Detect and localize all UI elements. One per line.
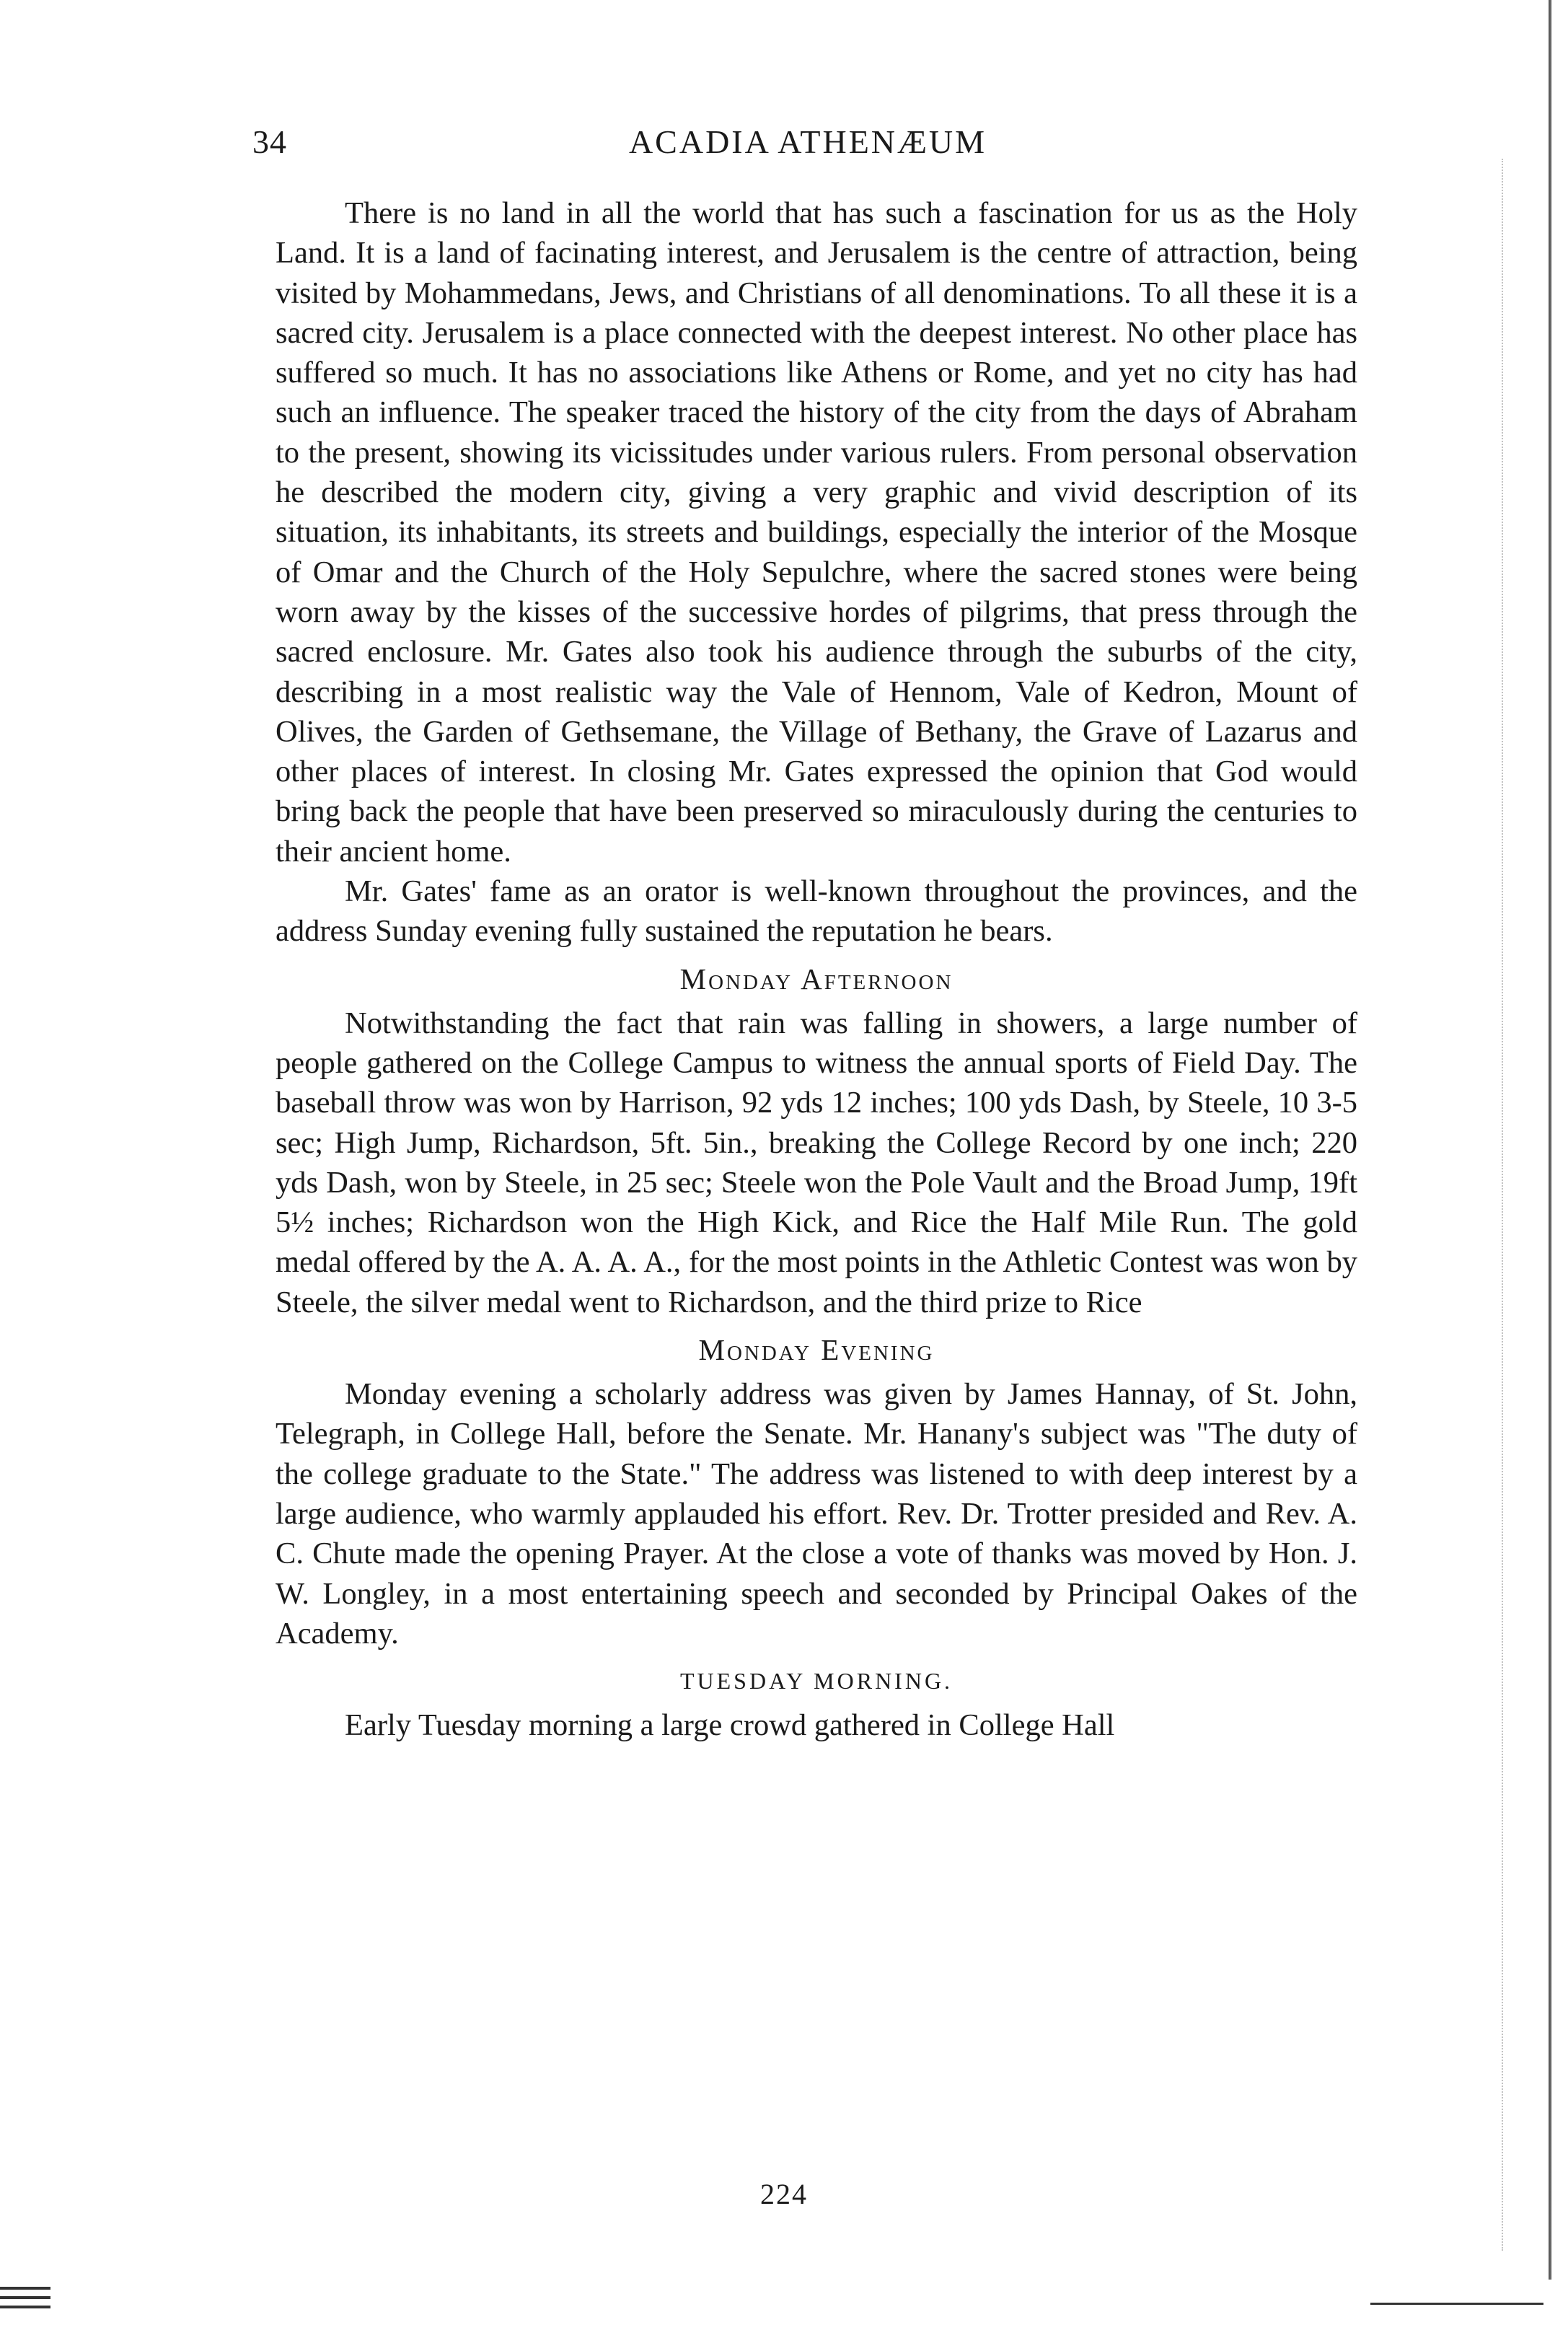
page-edge-shadow — [1548, 0, 1552, 2280]
section-heading-tuesday-morning: TUESDAY MORNING. — [679, 1668, 953, 1695]
scan-bottom-line — [1370, 2303, 1543, 2305]
paragraph-jerusalem: There is no land in all the world that has such a fascination for us as the Holy Land. It is a land of facinating interest, and Jerusalem is the centre of attraction, being visited by Mohammedans, Jews, and Christians of all denominations. To all these it is a sacred city. Jerusalem is a place connected with the deepest interest. No other place has suffered so much. It has no associations like Athens or Rome, and yet no city has had such an influence. The speaker traced the history of the city from the days of Abraham to the present, showing its vicissitudes under various rulers. From personal observation he described the modern city, giving a very graphic and vivid description of its situation, its inhabitants, its streets and buildings, especially the interior of the Mosque of Omar and the Church of the Holy Sepulchre, where the sacred stones were being worn away by the kisses of the successive hordes of pilgrims, that press through the sacred enclosure. Mr. Gates also took his audience through the suburbs of the city, describing in a most realistic way the Vale of Hennom, Vale of Kedron, Mount of Olives, the Garden of Gethsemane, the Village of Bethany, the Grave of Lazarus and other places of interest. In closing Mr. Gates expressed the opinion that God would bring back the people that have been preserved so miraculously during the centuries to their ancient home. — [276, 196, 1357, 869]
section-heading-monday-afternoon: Monday Afternoon — [679, 962, 953, 996]
paragraph-hannay-address: Monday evening a scholarly address was given by James Hannay, of St. John, Telegraph, in College Hall, before the Senate. Mr. Hanany's subject was "The duty of the college graduate to the State." The address was listened to with deep interest by a large audience, who warmly applauded his effort. Rev. Dr. Trotter presided and Rev. A. C. Chute made the opening Prayer. At the close a vote of thanks was moved by Hon. J. W. Longley, in a most entertaining speech and seconded by Principal Oakes of the Academy. — [276, 1377, 1357, 1651]
page-number: 34 — [252, 123, 287, 160]
paragraph-tuesday: Early Tuesday morning a large crowd gathered in College Hall — [345, 1708, 1115, 1743]
section-heading-monday-evening: Monday Evening — [698, 1333, 935, 1367]
article-body — [276, 193, 1357, 1745]
page-header — [252, 123, 1363, 173]
footer-page-number: 224 — [760, 2178, 808, 2210]
page-edge-dots — [1500, 159, 1503, 2251]
paragraph-gates-fame: Mr. Gates' fame as an orator is well-known throughout the provinces, and the address Sunday evening fully sustained the reputation he bears. — [276, 874, 1357, 949]
paragraph-field-day: Notwithstanding the fact that rain was falling in showers, a large number of people gathered on the College Campus to witness the annual sports of Field Day. The baseball throw was won by Harrison, 92 yds 12 inches; 100 yds Dash, by Steele, 10 3-5 sec; High Jump, Richardson, 5ft. 5in., breaking the College Record by one inch; 220 yds Dash, won by Steele, in 25 sec; Steele won the Pole Vault and the Broad Jump, 19ft 5½ inches; Richardson won the High Kick, and Rice the Half Mile Run. The gold medal offered by the A. A. A. A., for the most points in the Athletic Contest was won by Steele, the silver medal went to Richardson, and the third prize to Rice — [276, 1006, 1357, 1319]
scan-corner-mark — [0, 2287, 50, 2323]
running-title: ACADIA ATHENÆUM — [628, 123, 987, 160]
